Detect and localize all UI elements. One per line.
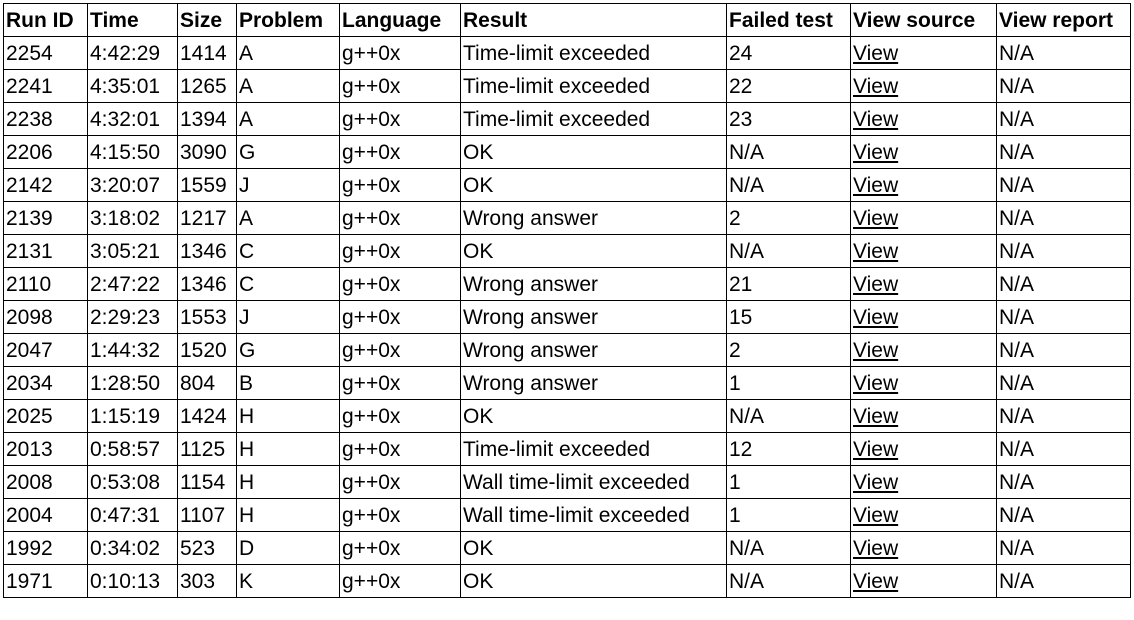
cell-size: 1559 xyxy=(178,169,237,202)
cell-problem: G xyxy=(237,334,340,367)
cell-time: 1:28:50 xyxy=(88,367,178,400)
cell-time: 0:34:02 xyxy=(88,532,178,565)
cell-time: 0:58:57 xyxy=(88,433,178,466)
view-source-link[interactable]: View xyxy=(853,173,899,197)
cell-view-source xyxy=(851,532,997,565)
cell-view-source xyxy=(851,367,997,400)
table-row xyxy=(4,532,1131,565)
cell-result: OK xyxy=(461,136,727,169)
cell-language: g++0x xyxy=(340,235,461,268)
cell-run-id: 2241 xyxy=(4,70,88,103)
cell-result: Wrong answer xyxy=(461,202,727,235)
cell-size: 1107 xyxy=(178,499,237,532)
cell-failed-test: 2 xyxy=(727,202,851,235)
cell-failed-test: 21 xyxy=(727,268,851,301)
cell-language: g++0x xyxy=(340,37,461,70)
cell-run-id: 1971 xyxy=(4,565,88,598)
cell-language: g++0x xyxy=(340,466,461,499)
cell-problem: J xyxy=(237,169,340,202)
cell-time: 1:44:32 xyxy=(88,334,178,367)
cell-view-report: N/A xyxy=(997,466,1131,499)
cell-failed-test: N/A xyxy=(727,565,851,598)
cell-run-id: 2004 xyxy=(4,499,88,532)
view-source-link[interactable]: View xyxy=(853,536,899,560)
cell-failed-test: N/A xyxy=(727,235,851,268)
cell-problem: H xyxy=(237,466,340,499)
view-source-link[interactable]: View xyxy=(853,470,899,494)
cell-size: 1265 xyxy=(178,70,237,103)
cell-problem: J xyxy=(237,301,340,334)
cell-failed-test: N/A xyxy=(727,400,851,433)
cell-run-id: 2013 xyxy=(4,433,88,466)
header-size: Size xyxy=(178,4,237,37)
cell-view-report: N/A xyxy=(997,433,1131,466)
cell-view-source xyxy=(851,235,997,268)
cell-size: 3090 xyxy=(178,136,237,169)
table-row xyxy=(4,37,1131,70)
cell-view-source xyxy=(851,268,997,301)
cell-view-report: N/A xyxy=(997,136,1131,169)
view-source-link[interactable]: View xyxy=(853,338,899,362)
cell-view-report: N/A xyxy=(997,334,1131,367)
cell-problem: H xyxy=(237,400,340,433)
table-row xyxy=(4,169,1131,202)
cell-view-report: N/A xyxy=(997,70,1131,103)
cell-problem: B xyxy=(237,367,340,400)
cell-time: 4:42:29 xyxy=(88,37,178,70)
cell-run-id: 2025 xyxy=(4,400,88,433)
cell-language: g++0x xyxy=(340,202,461,235)
cell-run-id: 1992 xyxy=(4,532,88,565)
cell-language: g++0x xyxy=(340,268,461,301)
cell-run-id: 2034 xyxy=(4,367,88,400)
cell-time: 4:15:50 xyxy=(88,136,178,169)
cell-failed-test: 1 xyxy=(727,367,851,400)
cell-run-id: 2047 xyxy=(4,334,88,367)
cell-failed-test: 1 xyxy=(727,499,851,532)
cell-view-source xyxy=(851,202,997,235)
view-source-link[interactable]: View xyxy=(853,503,899,527)
cell-failed-test: 15 xyxy=(727,301,851,334)
cell-size: 1520 xyxy=(178,334,237,367)
cell-result: Wrong answer xyxy=(461,268,727,301)
cell-size: 1424 xyxy=(178,400,237,433)
cell-time: 0:53:08 xyxy=(88,466,178,499)
cell-view-report: N/A xyxy=(997,169,1131,202)
cell-language: g++0x xyxy=(340,532,461,565)
cell-language: g++0x xyxy=(340,433,461,466)
cell-view-report: N/A xyxy=(997,400,1131,433)
cell-run-id: 2206 xyxy=(4,136,88,169)
cell-failed-test: 2 xyxy=(727,334,851,367)
table-row xyxy=(4,499,1131,532)
cell-problem: A xyxy=(237,70,340,103)
cell-size: 1217 xyxy=(178,202,237,235)
view-source-link[interactable]: View xyxy=(853,206,899,230)
cell-result: OK xyxy=(461,400,727,433)
view-source-link[interactable]: View xyxy=(853,437,899,461)
cell-time: 2:29:23 xyxy=(88,301,178,334)
cell-size: 1154 xyxy=(178,466,237,499)
cell-run-id: 2139 xyxy=(4,202,88,235)
cell-view-source xyxy=(851,70,997,103)
cell-time: 0:47:31 xyxy=(88,499,178,532)
table-row xyxy=(4,202,1131,235)
cell-time: 3:05:21 xyxy=(88,235,178,268)
cell-view-source xyxy=(851,334,997,367)
cell-result: OK xyxy=(461,565,727,598)
runs-table-body xyxy=(4,37,1131,598)
cell-failed-test: N/A xyxy=(727,136,851,169)
cell-view-report: N/A xyxy=(997,268,1131,301)
table-row xyxy=(4,136,1131,169)
cell-result: Time-limit exceeded xyxy=(461,37,727,70)
cell-view-report: N/A xyxy=(997,235,1131,268)
view-source-link[interactable]: View xyxy=(853,140,899,164)
view-source-link[interactable]: View xyxy=(853,272,899,296)
cell-result: OK xyxy=(461,532,727,565)
cell-view-report: N/A xyxy=(997,37,1131,70)
cell-problem: A xyxy=(237,103,340,136)
cell-time: 2:47:22 xyxy=(88,268,178,301)
cell-result: OK xyxy=(461,169,727,202)
cell-problem: A xyxy=(237,37,340,70)
cell-size: 1394 xyxy=(178,103,237,136)
cell-size: 1346 xyxy=(178,268,237,301)
runs-table xyxy=(3,3,1131,598)
cell-view-report: N/A xyxy=(997,565,1131,598)
cell-view-source xyxy=(851,37,997,70)
table-row xyxy=(4,70,1131,103)
cell-failed-test: N/A xyxy=(727,532,851,565)
cell-problem: K xyxy=(237,565,340,598)
cell-time: 4:32:01 xyxy=(88,103,178,136)
cell-time: 3:20:07 xyxy=(88,169,178,202)
cell-failed-test: 22 xyxy=(727,70,851,103)
view-source-link[interactable]: View xyxy=(853,74,899,98)
view-source-link[interactable]: View xyxy=(853,305,899,329)
header-row xyxy=(4,4,1131,37)
header-time: Time xyxy=(88,4,178,37)
cell-run-id: 2098 xyxy=(4,301,88,334)
header-problem: Problem xyxy=(237,4,340,37)
cell-view-report: N/A xyxy=(997,202,1131,235)
cell-run-id: 2131 xyxy=(4,235,88,268)
cell-size: 303 xyxy=(178,565,237,598)
cell-size: 1553 xyxy=(178,301,237,334)
cell-language: g++0x xyxy=(340,400,461,433)
cell-view-source xyxy=(851,400,997,433)
cell-result: OK xyxy=(461,235,727,268)
header-failed-test: Failed test xyxy=(727,4,851,37)
cell-view-source xyxy=(851,103,997,136)
cell-view-source xyxy=(851,136,997,169)
header-run-id: Run ID xyxy=(4,4,88,37)
cell-failed-test: 23 xyxy=(727,103,851,136)
cell-result: Time-limit exceeded xyxy=(461,70,727,103)
cell-problem: A xyxy=(237,202,340,235)
cell-time: 3:18:02 xyxy=(88,202,178,235)
cell-size: 523 xyxy=(178,532,237,565)
cell-language: g++0x xyxy=(340,565,461,598)
table-row xyxy=(4,334,1131,367)
cell-language: g++0x xyxy=(340,70,461,103)
view-source-link[interactable]: View xyxy=(853,239,899,263)
cell-result: Time-limit exceeded xyxy=(461,103,727,136)
cell-view-source xyxy=(851,169,997,202)
cell-size: 1414 xyxy=(178,37,237,70)
cell-time: 4:35:01 xyxy=(88,70,178,103)
cell-language: g++0x xyxy=(340,136,461,169)
header-view-source: View source xyxy=(851,4,997,37)
cell-result: Wrong answer xyxy=(461,334,727,367)
cell-time: 1:15:19 xyxy=(88,400,178,433)
cell-run-id: 2254 xyxy=(4,37,88,70)
cell-view-report: N/A xyxy=(997,499,1131,532)
cell-run-id: 2142 xyxy=(4,169,88,202)
view-source-link[interactable]: View xyxy=(853,107,899,131)
table-row xyxy=(4,367,1131,400)
cell-result: Wrong answer xyxy=(461,367,727,400)
header-result: Result xyxy=(461,4,727,37)
cell-problem: G xyxy=(237,136,340,169)
table-row xyxy=(4,103,1131,136)
table-row xyxy=(4,268,1131,301)
cell-run-id: 2008 xyxy=(4,466,88,499)
cell-failed-test: 12 xyxy=(727,433,851,466)
header-language: Language xyxy=(340,4,461,37)
view-source-link[interactable]: View xyxy=(853,569,899,593)
cell-size: 1346 xyxy=(178,235,237,268)
cell-problem: D xyxy=(237,532,340,565)
table-row xyxy=(4,466,1131,499)
cell-run-id: 2110 xyxy=(4,268,88,301)
table-row xyxy=(4,235,1131,268)
table-row xyxy=(4,433,1131,466)
cell-view-source xyxy=(851,433,997,466)
view-source-link[interactable]: View xyxy=(853,371,899,395)
cell-view-source xyxy=(851,565,997,598)
cell-view-report: N/A xyxy=(997,532,1131,565)
cell-problem: C xyxy=(237,268,340,301)
cell-view-report: N/A xyxy=(997,367,1131,400)
cell-language: g++0x xyxy=(340,301,461,334)
cell-size: 804 xyxy=(178,367,237,400)
cell-result: Time-limit exceeded xyxy=(461,433,727,466)
header-view-report: View report xyxy=(997,4,1131,37)
cell-failed-test: 24 xyxy=(727,37,851,70)
view-source-link[interactable]: View xyxy=(853,404,899,428)
cell-language: g++0x xyxy=(340,367,461,400)
cell-view-source xyxy=(851,301,997,334)
cell-result: Wall time-limit exceeded xyxy=(461,466,727,499)
cell-language: g++0x xyxy=(340,334,461,367)
cell-problem: C xyxy=(237,235,340,268)
cell-result: Wrong answer xyxy=(461,301,727,334)
cell-language: g++0x xyxy=(340,169,461,202)
cell-language: g++0x xyxy=(340,499,461,532)
view-source-link[interactable]: View xyxy=(853,41,899,65)
cell-failed-test: 1 xyxy=(727,466,851,499)
cell-run-id: 2238 xyxy=(4,103,88,136)
cell-problem: H xyxy=(237,433,340,466)
cell-failed-test: N/A xyxy=(727,169,851,202)
cell-time: 0:10:13 xyxy=(88,565,178,598)
cell-size: 1125 xyxy=(178,433,237,466)
table-row xyxy=(4,565,1131,598)
cell-view-report: N/A xyxy=(997,103,1131,136)
cell-result: Wall time-limit exceeded xyxy=(461,499,727,532)
cell-view-source xyxy=(851,499,997,532)
table-row xyxy=(4,301,1131,334)
cell-view-report: N/A xyxy=(997,301,1131,334)
table-row xyxy=(4,400,1131,433)
cell-problem: H xyxy=(237,499,340,532)
cell-language: g++0x xyxy=(340,103,461,136)
cell-view-source xyxy=(851,466,997,499)
